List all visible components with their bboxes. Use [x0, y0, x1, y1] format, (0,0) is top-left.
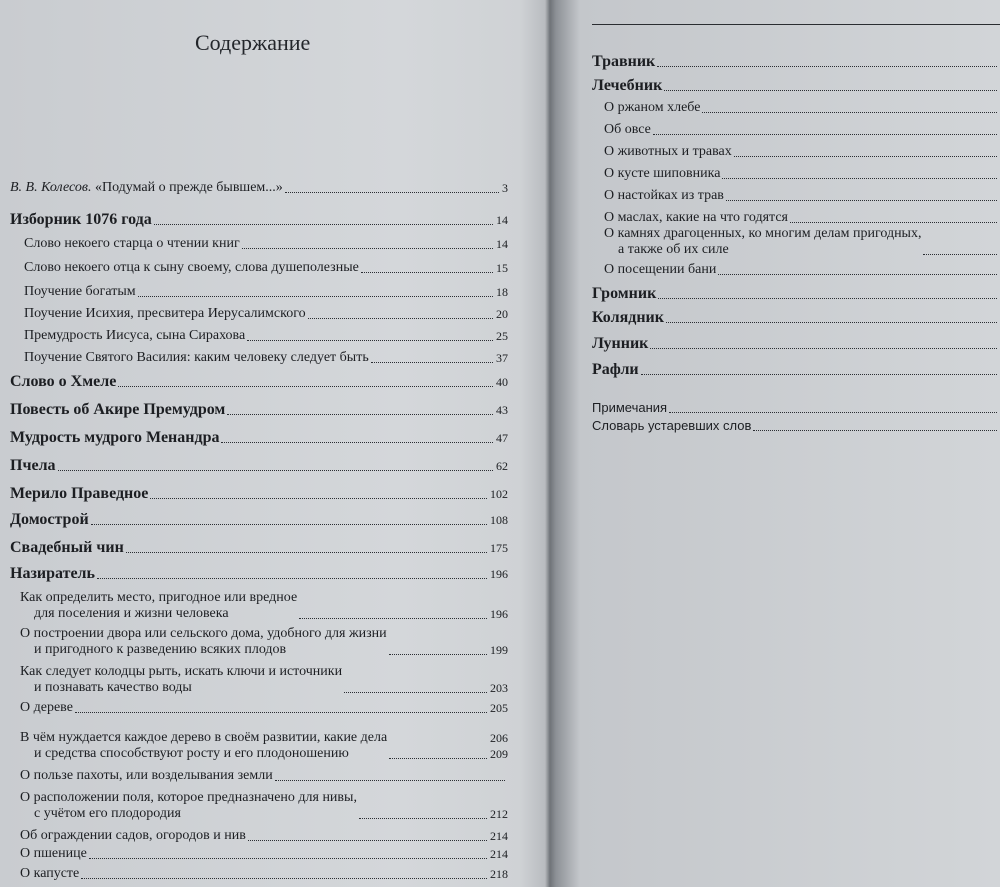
- dot-leader: [118, 386, 493, 387]
- page-number: 14: [496, 213, 508, 227]
- toc-entry: [592, 286, 1000, 302]
- toc-entry: [592, 100, 1000, 116]
- toc-entry-title: В чём нуждается каждое дерево в своём развитии, какие дела: [20, 730, 388, 745]
- page-number: 20: [496, 307, 508, 321]
- toc-entry: [10, 768, 508, 784]
- page-number: 3: [502, 181, 508, 195]
- dot-leader: [666, 322, 997, 323]
- toc-entry-title: Как определить место, пригодное или вредное: [20, 590, 298, 605]
- dot-leader: [138, 296, 493, 297]
- toc-entry-title-line2: и познавать качество воды: [34, 680, 192, 695]
- toc-entry: [592, 418, 1000, 434]
- dot-leader: [753, 430, 997, 431]
- dot-leader: [361, 272, 493, 273]
- toc-entry-title: О пшенице: [20, 846, 87, 861]
- toc-entry-title: О капусте: [20, 866, 80, 881]
- toc-entry: [10, 180, 508, 196]
- toc-entry-title: Мудрость мудрого Менандра: [10, 429, 220, 446]
- dot-leader: [91, 524, 487, 525]
- dot-leader: [126, 552, 487, 553]
- dot-leader: [641, 374, 997, 375]
- page-number: 214: [490, 847, 508, 861]
- page-number: 102: [490, 487, 508, 501]
- toc-entry-title: Словарь устаревших слов: [592, 418, 752, 433]
- page-number: 212: [490, 807, 508, 821]
- toc-entry: [592, 400, 1000, 416]
- dot-leader: [81, 878, 487, 879]
- toc-entry-title: Травник: [592, 53, 656, 70]
- toc-entry: [10, 540, 508, 556]
- toc-entry-title: Об овсе: [604, 122, 651, 137]
- dot-leader: [242, 248, 493, 249]
- toc-entry: [10, 260, 508, 276]
- toc-entry: [592, 144, 1000, 160]
- toc-entry: [592, 122, 1000, 138]
- page-number: 196: [490, 567, 508, 581]
- page-number: 175: [490, 541, 508, 555]
- page-number: 218: [490, 867, 508, 881]
- toc-entry-title: О кусте шиповника: [604, 166, 721, 181]
- dot-leader: [653, 134, 997, 135]
- toc-entry-title: О расположении поля, которое предназначено для нивы,: [20, 790, 357, 805]
- toc-entry-title: Пчела: [10, 457, 56, 474]
- toc-entry: [10, 846, 508, 862]
- toc-entry: [592, 78, 1000, 94]
- right-page: [556, 0, 1000, 887]
- page-number: 214: [490, 829, 508, 843]
- toc-entry: [10, 430, 508, 446]
- dot-leader: [154, 224, 493, 225]
- toc-entry-title: Рафли: [592, 361, 639, 378]
- dot-leader: [702, 112, 997, 113]
- dot-leader: [299, 618, 487, 619]
- toc-entry-title-line2: для поселения и жизни человека: [34, 606, 229, 621]
- toc-entry-title: Колядник: [592, 309, 664, 326]
- toc-entry-title-line2: а также об их силе: [618, 242, 729, 257]
- toc-entry: [10, 590, 508, 622]
- toc-entry: [10, 664, 508, 696]
- toc-entry-title: Премудрость Иисуса, сына Сирахова: [24, 328, 246, 343]
- toc-entry-title: Поучение Святого Василия: каким человеку следует быть: [24, 350, 369, 365]
- dot-leader: [248, 840, 487, 841]
- toc-entry: [10, 512, 508, 528]
- page-number: 18: [496, 285, 508, 299]
- toc-entry: [592, 54, 1000, 70]
- dot-leader: [718, 274, 997, 275]
- toc-entry-title: Как следует колодцы рыть, искать ключи и источники: [20, 664, 343, 679]
- toc-entry: [592, 336, 1000, 352]
- page-number: 43: [496, 403, 508, 417]
- toc-entry-title: О построении двора или сельского дома, удобного для жизни: [20, 626, 387, 641]
- page-number: 199: [490, 643, 508, 657]
- toc-entry-title-line2: с учётом его плодородия: [34, 806, 181, 821]
- toc-entry-title: О настойках из трав: [604, 188, 724, 203]
- page-number: 203: [490, 681, 508, 695]
- dot-leader: [285, 192, 499, 193]
- toc-entry-title: Изборник 1076 года: [10, 211, 152, 228]
- toc-entry-title: Лечебник: [592, 77, 663, 94]
- dot-leader: [389, 654, 487, 655]
- dot-leader: [669, 412, 997, 413]
- page-number: 15: [496, 261, 508, 275]
- toc-entry: [10, 402, 508, 418]
- toc-entry: [10, 236, 508, 252]
- toc-entry-title: Слово некоего отца к сыну своему, слова душеполезные: [24, 260, 359, 275]
- page-title: Содержание: [195, 30, 311, 55]
- toc-entry-title: Слово о Хмеле: [10, 373, 117, 390]
- toc-entry: [592, 210, 1000, 226]
- left-toc-list: [10, 0, 508, 887]
- toc-entry: [592, 362, 1000, 378]
- toc-entry: [592, 310, 1000, 326]
- toc-entry-title-line2: и пригодного к разведению всяких плодов: [34, 642, 287, 657]
- toc-entry: [10, 374, 508, 390]
- dot-leader: [344, 692, 487, 693]
- dot-leader: [389, 758, 487, 759]
- dot-leader: [221, 442, 493, 443]
- toc-entry-title: Домострой: [10, 511, 89, 528]
- toc-entry: [10, 828, 508, 844]
- dot-leader: [89, 858, 487, 859]
- dot-leader: [790, 222, 997, 223]
- toc-entry: [10, 866, 508, 882]
- page-number: 108: [490, 513, 508, 527]
- toc-entry-title: Громник: [592, 285, 657, 302]
- toc-entry-title: Примечания: [592, 400, 668, 415]
- dot-leader: [75, 712, 487, 713]
- dot-leader: [734, 156, 997, 157]
- page-number: 37: [496, 351, 508, 365]
- toc-entry-author: В. В. Колесов.: [10, 180, 92, 195]
- toc-entry-title: О посещении бани: [604, 262, 717, 277]
- dot-leader: [371, 362, 493, 363]
- toc-entry-title: Слово некоего старца о чтении книг: [24, 236, 240, 251]
- toc-entry-title: О ржаном хлебе: [604, 100, 701, 115]
- toc-entry: [10, 350, 508, 366]
- dot-leader: [97, 578, 487, 579]
- toc-entry-title: Свадебный чин: [10, 539, 124, 556]
- toc-entry-title: О камнях драгоценных, ко многим делам пригодных,: [604, 226, 922, 241]
- dot-leader: [275, 780, 505, 781]
- toc-entry-title: О маслах, какие на что годятся: [604, 210, 788, 225]
- toc-entry-title: Назиратель: [10, 565, 95, 582]
- toc-entry: [10, 328, 508, 344]
- toc-entry-title: О пользе пахоты, или возделывания земли: [20, 768, 273, 783]
- dot-leader: [657, 66, 997, 67]
- dot-leader: [726, 200, 997, 201]
- dot-leader: [58, 470, 493, 471]
- toc-entry: [10, 566, 508, 582]
- page-number: 40: [496, 375, 508, 389]
- page-number: [490, 730, 508, 762]
- dot-leader: [722, 178, 997, 179]
- toc-entry-title: О животных и травах: [604, 144, 732, 159]
- toc-entry: [10, 212, 508, 228]
- page-number: 14: [496, 237, 508, 251]
- toc-entry: [592, 166, 1000, 182]
- toc-entry: [10, 458, 508, 474]
- dot-leader: [923, 254, 997, 255]
- toc-entry-title: Поучение Исихия, пресвитера Иерусалимского: [24, 306, 306, 321]
- toc-entry-title: Повесть об Акире Премудром: [10, 401, 226, 418]
- toc-entry: [10, 730, 508, 762]
- right-toc-list: [592, 0, 1000, 887]
- toc-entry: [10, 306, 508, 322]
- toc-entry-title: Поучение богатым: [24, 284, 136, 299]
- dot-leader: [664, 90, 997, 91]
- toc-entry-title: О дереве: [20, 700, 73, 715]
- toc-entry: [592, 226, 1000, 258]
- toc-entry-title: Лунник: [592, 335, 649, 352]
- toc-entry-title: «Подумай о прежде бывшем...»: [94, 180, 283, 195]
- page-number: 196: [490, 607, 508, 621]
- dot-leader: [150, 498, 487, 499]
- dot-leader: [650, 348, 997, 349]
- toc-entry: [10, 790, 508, 822]
- page-number: 205: [490, 701, 508, 715]
- page-number: 25: [496, 329, 508, 343]
- toc-entry-title: Об ограждении садов, огородов и нив: [20, 828, 246, 843]
- dot-leader: [658, 298, 997, 299]
- dot-leader: [308, 318, 493, 319]
- toc-entry: [592, 262, 1000, 278]
- toc-entry: [10, 626, 508, 658]
- dot-leader: [247, 340, 493, 341]
- toc-entry: [592, 188, 1000, 204]
- dot-leader: [227, 414, 493, 415]
- page-number-first: 206: [490, 731, 508, 745]
- page-number-second: 209: [490, 747, 508, 761]
- toc-entry: [10, 284, 508, 300]
- dot-leader: [359, 818, 487, 819]
- toc-entry-title-line2: и средства способствуют росту и его плодоношению: [34, 746, 349, 761]
- toc-entry-title: Мерило Праведное: [10, 485, 149, 502]
- toc-entry: [10, 700, 508, 716]
- page-number: 62: [496, 459, 508, 473]
- page-number: 47: [496, 431, 508, 445]
- toc-entry: [10, 486, 508, 502]
